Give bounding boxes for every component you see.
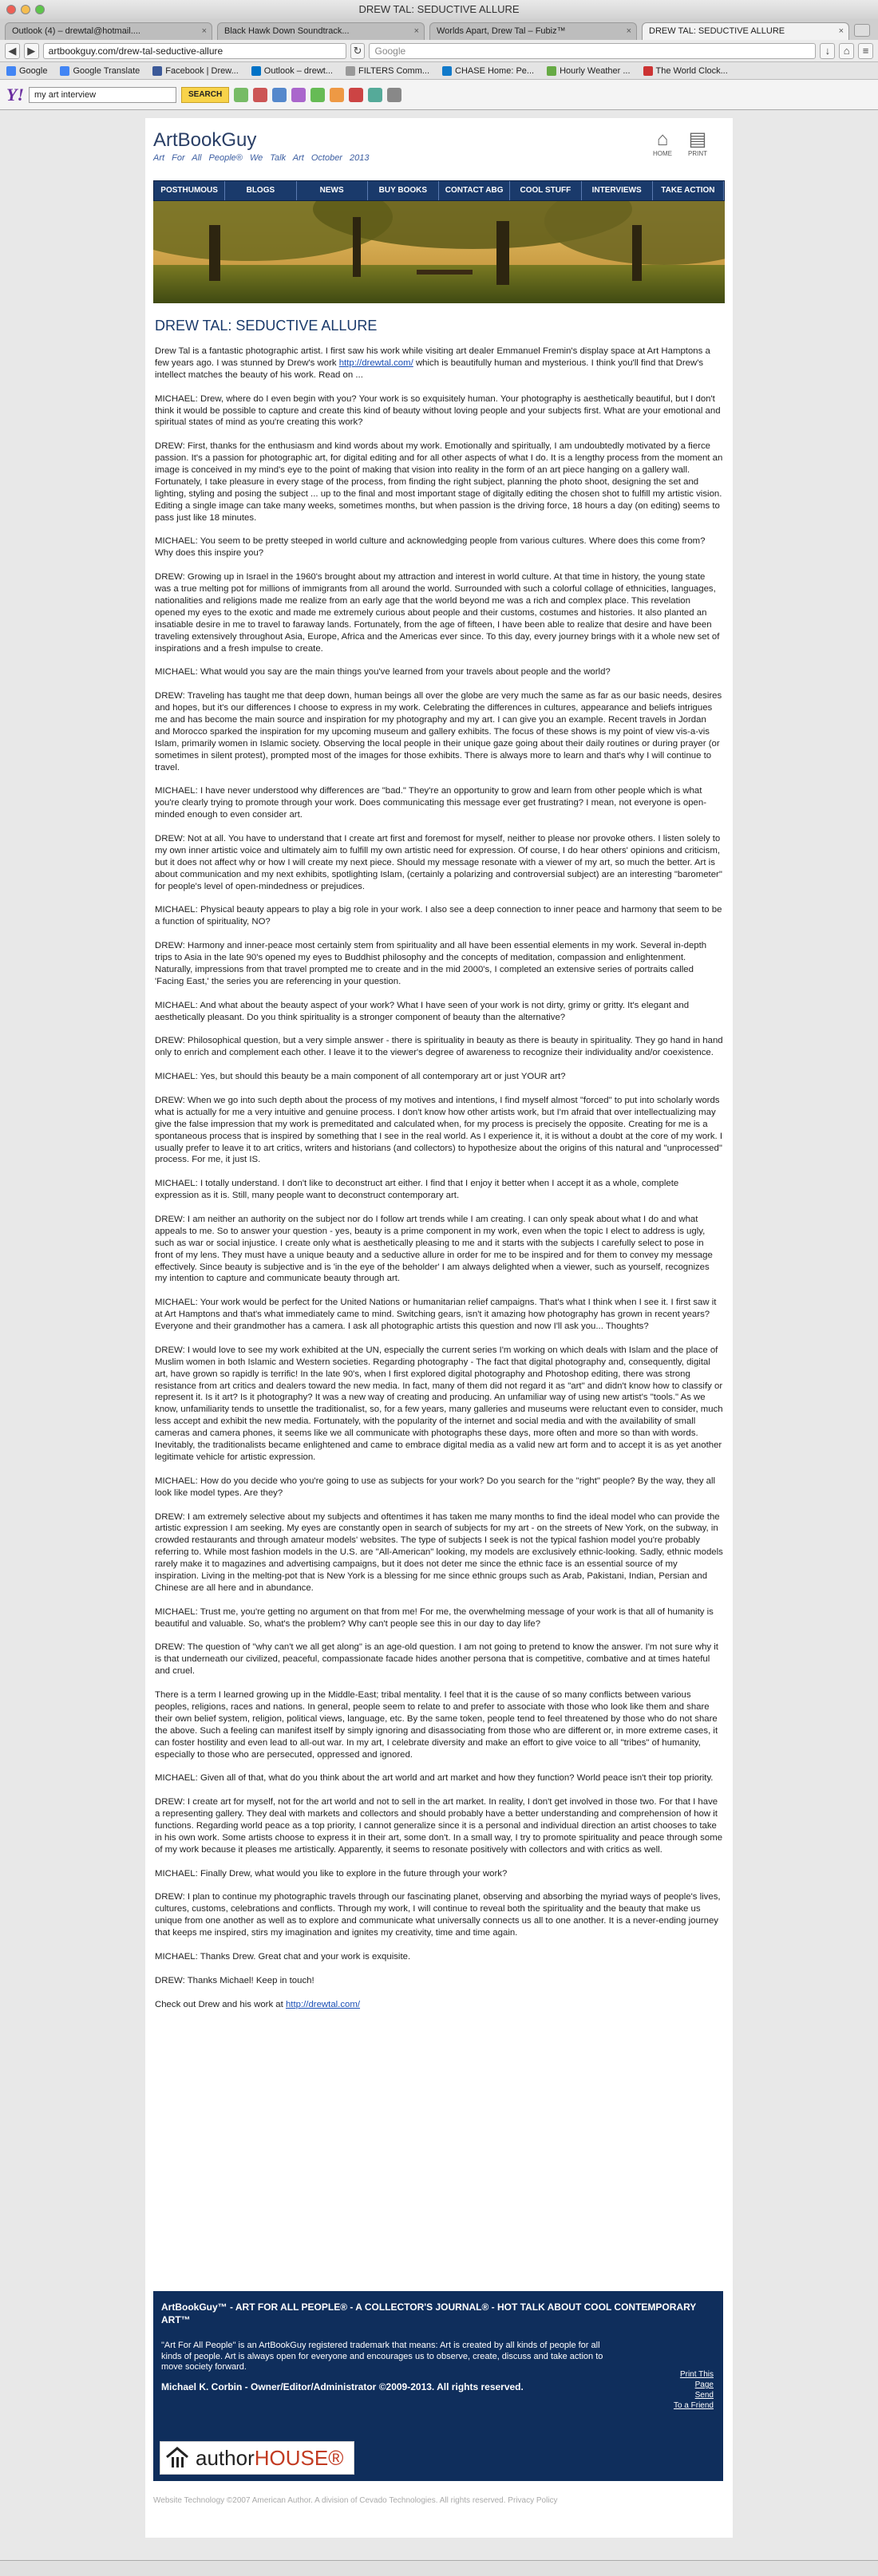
site-footer	[153, 2291, 723, 2481]
menu-blogs[interactable]: BLOGS	[225, 181, 296, 200]
tab-bar	[0, 19, 878, 40]
footer-heading: ArtBookGuy™ - ART FOR ALL PEOPLE® - A COLLECTOR'S JOURNAL® - HOT TALK ABOUT COOL CONTEMPORARY ART™	[161, 2301, 697, 2325]
interview-paragraph: MICHAEL: Drew, where do I even begin with you? Your work is so exquisitely human. Your photography is aesthetically beautiful, but I don't think it would be possible to capture and create this kind of beauty without loving people and your subjects first. What are your emotional and spiritual states of mind as you're creating this work?	[155, 393, 721, 428]
site-tagline: Art For All People® We Talk Art October 2013	[153, 153, 370, 163]
navigation-toolbar	[0, 40, 878, 62]
yahoo-logo[interactable]: Y!	[6, 84, 24, 105]
authorhouse-logo-icon	[165, 2446, 189, 2470]
legal-notice: Website Technology ©2007 American Author. A division of Cevado Technologies. All rights reserved. Privacy Policy	[153, 2496, 558, 2505]
footer-links	[674, 2369, 714, 2411]
bookmark-item[interactable]	[643, 66, 728, 76]
minimize-window-button[interactable]	[21, 5, 30, 14]
menu-posthumous[interactable]: POSTHUMOUS	[154, 181, 225, 200]
bookmark-item[interactable]	[346, 66, 429, 76]
reload-icon[interactable]: ↻	[350, 43, 366, 59]
close-icon[interactable]: ×	[626, 26, 631, 36]
interview-paragraph: DREW: I create art for myself, not for the art world and not to sell in the art market. In reality, I don't get involved in those two. For that I have a representing gallery. They deal with markets and collectors and should probably have a better understanding and comprehension of how it functions. Regarding world peace as a top priority, I cannot generalize since it is a personal and individual direction an artist chooses to take in his own work. Some artists choose to express it in their art, some don't. In a small way, I try to promote spirituality and peace through some of my work because it pleases me artistically. Apparently, it seems to resonate positively with collectors and with critics as well.	[155, 1797, 723, 1855]
back-button[interactable]: ◀	[5, 43, 20, 59]
authorhouse-name-a: author	[196, 2445, 255, 2470]
close-window-button[interactable]	[6, 5, 16, 14]
bookmark-label: Facebook | Drew...	[165, 65, 239, 76]
bookmark-label: Outlook – drewt...	[263, 65, 333, 76]
article-title: DREW TAL: SEDUCTIVE ALLURE	[155, 318, 378, 334]
interview-paragraph: DREW: I plan to continue my photographic travels through our fascinating planet, observing and absorbing the myriad ways of people's lives, cultures, customs, celebrations and conflicts. Through my work, I will continue to reveal both the spirituality and the beauty that make us unique from one another as well as to explore and communicate what universally connects us all to one another. It is a never-ending journey that keeps me inspired, stirs my imagination and ignites my creativity, time and time again.	[155, 1892, 721, 1938]
intro-text: Drew Tal is a fantastic photographic artist. I first saw his work while visiting art dealer Emmanuel Fremin's display space at Art Hamptons a few years ago. I was stunned by Drew's work	[155, 346, 710, 368]
footer-trademark: "Art For All People" is an ArtBookGuy registered trademark that means: Art is created by all kinds of people for all kinds of people. Art is always open for everyone and encourages us to observe, create, discuss and take action to move society forward.	[161, 2341, 603, 2372]
bookmark-item[interactable]	[6, 66, 47, 76]
interview-paragraph: DREW: Growing up in Israel in the 1960's brought about my attraction and interest in world culture. At that time in history, the young state was a true melting pot for millions of immigrants from all around the world. Surrounded with such a colorful collage of ethnicities, languages, nationalities and religions made me realize from an early age that the world beyond me was a rich and complex place. This revelation opened my eyes to the exotic and made me extremely curious about people and their customs, costumes and histories. It also planted an insatiable desire in me to travel to faraway lands. Fortunately, from the age of fifteen, I have been able to realize that desire and have been traveling extensively throughout Asia, Europe, Africa and the Americas ever since. To this day, every journey brings with it a whole new set of inspirations and a fresh impulse to create.	[155, 572, 720, 654]
printer-icon: ▤	[688, 128, 707, 150]
interview-paragraph: MICHAEL: What would you say are the main things you've learned from your travels about people and the world?	[155, 667, 611, 678]
header-banner-image	[153, 201, 725, 303]
footer-owner: Michael K. Corbin - Owner/Editor/Administrator ©2009-2013. All rights reserved.	[161, 2380, 524, 2392]
interview-paragraph: MICHAEL: Given all of that, what do you think about the art world and art market and how they function? World peace isn't their top priority.	[155, 1773, 714, 1784]
toolbar-app-icon[interactable]	[368, 88, 382, 102]
bookmark-item[interactable]	[251, 66, 333, 76]
interview-paragraph: DREW: Thanks Michael! Keep in touch!	[155, 1975, 314, 1985]
filters-icon	[346, 66, 355, 76]
tab-label: Outlook (4) – drewtal@hotmail....	[12, 26, 140, 36]
authorhouse-name	[196, 2446, 343, 2471]
interview-body	[155, 393, 723, 1987]
search-input[interactable]: Google	[369, 43, 816, 59]
tab-outlook[interactable]	[5, 22, 212, 40]
interview-paragraph: DREW: Harmony and inner-peace most certainly stem from spirituality and all have been essential elements in my work. Several in-depth trips to Asia in the late 90's opened my eyes to Buddhist philosophy and the concepts of meditation, compassion and enlightenment. Naturally, impressions from that travel prompted me to create and in the mid 2000's, I completed an extensive series of portraits called 'Facing East,' the series you are referencing in your question.	[155, 941, 707, 986]
interview-paragraph: DREW: When we go into such depth about the process of my motives and intentions, I find myself almost "forced" to put into scholarly words what is actually for me a very intuitive and genuine process. I don't know how other artists work, but I'm afraid that over intellectualizing may give the false impression that my work is premeditated and calculated when, for my process is precisely the opposite. Creating for me is a spontaneous process that is inspired by something that I see in the real world. As I experience it, it is without a doubt at the core of my work. I usually prefer to leave it to art critics, writers and historians (and collectors) to hypothesize about the origins of this natural and "unprocessed" process. For me, it just IS.	[155, 1095, 723, 1165]
bookmark-item[interactable]	[152, 66, 239, 76]
interview-paragraph: DREW: First, thanks for the enthusiasm and kind words about my work. Emotionally and spiritually, I am undoubtedly motivated by a fierce passion. It's a passion for photographic art, for digital editing and for all other aspects of what I do. It is a lengthy process from the moment an image is conceived in my mind's eye to the point of making that vision into reality in the form of an art piece hanging on a gallery wall. Fortunately, I take pleasure in every stage of the process, from finding the right subject, planning the photo shoot, designing the set and lighting, styling and posing the subject ... up to the final and most important stage of digitally editing the chosen shot to fulfill my artistic vision. Editing a single image can take many weeks, sometimes months, but when passion is the driving force, 18 hours a day (on editing) seems to pass just like 18 minutes.	[155, 441, 723, 523]
close-icon[interactable]: ×	[201, 26, 207, 36]
interview-paragraph: DREW: The question of "why can't we all get along" is an age-old question. I am not going to pretend to know the answer. I'm not sure why it is that underneath our civilized, peaceful, compassionate facade hides another persona that is competitive, combative and at times hateful and cruel.	[155, 1642, 718, 1677]
google-icon	[6, 66, 16, 76]
interview-paragraph: MICHAEL: Yes, but should this beauty be a main component of all contemporary art or just YOUR art?	[155, 1072, 566, 1082]
article	[145, 303, 733, 2010]
toolbar-app-icon[interactable]	[349, 88, 363, 102]
zoom-window-button[interactable]	[35, 5, 45, 14]
weather-icon	[547, 66, 556, 76]
address-bar[interactable]: artbookguy.com/drew-tal-seductive-allure	[43, 43, 346, 59]
new-tab-button[interactable]	[854, 24, 870, 37]
toolbar-app-icon[interactable]	[310, 88, 325, 102]
tab-soundtrack[interactable]	[217, 22, 425, 40]
site-logo[interactable]	[153, 129, 370, 163]
bookmark-item[interactable]	[442, 66, 534, 76]
bookmark-label: FILTERS Comm...	[358, 65, 430, 76]
print-link[interactable]	[683, 129, 712, 157]
toolbar-app-icon[interactable]	[272, 88, 287, 102]
toolbar-app-icon[interactable]	[387, 88, 401, 102]
browser-status-bar	[0, 2560, 878, 2576]
house-icon: ⌂	[656, 128, 669, 150]
toolbar-app-icon[interactable]	[291, 88, 306, 102]
close-icon[interactable]: ×	[413, 26, 419, 36]
interview-paragraph: There is a term I learned growing up in the Middle-East; tribal mentality. I feel that it is the cause of so many conflicts between various peoples, religions, races and nations. In general, people seem to relate to and prefer to associate with those who look like them and share their own belief system, religion, political views, language, etc. By the same token, people tend to feel threatened by those who do not share the above. Such a feeling can manifest itself by simply ignoring and disassociating from those who are different or, in more extreme cases, it can foster hostility and even lead to all-out war. In my art, I celebrate diversity and make an effort to give voice to all "tribes" of humanity, especially to those who are persecuted, oppressed and ignored.	[155, 1690, 718, 1760]
home-link[interactable]	[648, 129, 677, 157]
translate-icon	[60, 66, 69, 76]
yahoo-search-button[interactable]: SEARCH	[181, 87, 229, 103]
interview-paragraph: MICHAEL: Your work would be perfect for the United Nations or humanitarian relief campaigns. That's what I think when I see it. I first saw it at Art Hamptons and that's what immediately came to mind. Switching gears, isn't it amazing how photography has grown in recent years? Everyone and their grandmother has a camera. I ask all photographic artists this question and now I'll ask you... Thoughts?	[155, 1298, 717, 1332]
menu-buy-books[interactable]: BUY BOOKS	[368, 181, 439, 200]
chase-icon	[442, 66, 452, 76]
clock-icon	[643, 66, 653, 76]
site-name: ArtBookGuy	[153, 129, 257, 151]
send-link[interactable]: Send	[694, 2391, 714, 2400]
interview-paragraph: MICHAEL: Finally Drew, what would you like to explore in the future through your work?	[155, 1868, 508, 1879]
interview-paragraph: MICHAEL: Trust me, you're getting no argument on that from me! For me, the overwhelming message of your work is that all of humanity is beautiful and valuable. So, what's the problem? Why can't people see this in our day to day life?	[155, 1606, 714, 1629]
webpage	[145, 118, 733, 2538]
article-intro	[155, 346, 723, 381]
drewtal-link[interactable]: http://drewtal.com/	[285, 1999, 361, 2009]
page-link[interactable]: Page	[694, 2380, 714, 2389]
print-this-link[interactable]: Print This	[679, 2370, 714, 2379]
interview-paragraph: DREW: I am extremely selective about my subjects and oftentimes it has taken me many months to find the ideal model who can provide the artistic expression I am seeking. My eyes are constantly open in search of subjects for my art - on the streets of New York, on the subway, in crowded restaurants and through amateur models' websites. The type of subjects I seek is not the typical fashion model you're probably referring to. While most fashion models in the U.S. are "All-American" looking, my models are exclusively ethnic-looking. Sadly, ethnic models rarely make it to magazines and advertising campaigns, but it does not deter me since the ethnic face is an essential source of my inspiration. Living in the melting-pot that is New York is a blessing for me since ethnic groups such as Arab, Pakistani, Indian, Persian and Chinese are all here and in abundance.	[155, 1511, 723, 1593]
main-menu	[153, 180, 725, 201]
interview-paragraph: DREW: I would love to see my work exhibited at the UN, especially the current series I'm working on which deals with Islam and the place of Muslim women in both Islamic and Western societies. Regarding photography - The fact that digital photography and, consequently, digital art, have grown so rapidly is terrific! In the late 90's, when I first explored digital photography and Photoshop editing, there was strong resistance from art critics and dealers toward the new media. In fact, many of them did not regard it as "art" and didn't know how to classify or represent it. Is it art? Is it photography? It was a new way of creating and producing. An unfamiliar way of using new artist's "tools." As we know, unfamiliarity tends to unsettle the traditionalist, so, for a few years, many galleries and museums were reluctant even to consider, much less accept and exhibit the new media. Fortunately, with the popularity of the internet and social media and with the availability of small cameras and camera phones, it seems like we all communicate with photographs these days, more often and more so than with words. Inevitably, the traditionalists became enlightened and came to embrace digital media as a valid new art form and to accept it is as yet another legitimate vehicle for artistic expression.	[155, 1345, 723, 1462]
interview-paragraph: DREW: I am neither an authority on the subject nor do I follow art trends while I am creating. I can only speak about what I do and what appeals to me. So to answer your question - yes, beauty is a prime component in my work, even when the topic I elect to address is ugly, such as war or social injustice. I create only what is aesthetically pleasing to me and it starts with the subjects I carefully select to pose in front of my lens. They must have a unique beauty and a seductive allure in order for me to be inspired and for them to convey my message effectively. Since beauty is subjective and is 'in the eye of the beholder' I am always delighted when a viewer, such as yourself, recognizes my intention to capture and communicate beauty through art.	[155, 1214, 713, 1284]
drewtal-link[interactable]: http://drewtal.com/	[338, 358, 413, 368]
yahoo-toolbar	[0, 80, 878, 110]
interview-paragraph: MICHAEL: And what about the beauty aspect of your work? What I have seen of your work is not dirty, grimy or gritty. It's elegant and aesthetically pleasant. Do you think spirituality is a stronger component of beauty than the alternative?	[155, 1000, 690, 1022]
menu-icon[interactable]: ≡	[858, 43, 873, 59]
bookmark-label: Google	[19, 65, 48, 76]
toolbar-app-icon[interactable]	[330, 88, 344, 102]
park-trees-illustration	[153, 201, 725, 303]
forward-button[interactable]: ▶	[24, 43, 39, 59]
interview-paragraph: MICHAEL: Thanks Drew. Great chat and your work is exquisite.	[155, 1951, 411, 1962]
bookmarks-bar	[0, 62, 878, 80]
toolbar-app-icon[interactable]	[234, 88, 248, 102]
interview-paragraph: DREW: Not at all. You have to understand that I create art first and foremost for myself, neither to please nor provoke others. I listen solely to my own inner artistic voice and ultimately aim to fulfill my own artistic need for expression. Of course, I do hear others' opinions and criticism, but it does not affect why or how I will create my next piece. Should my message resonate with a viewer of my art, so much the better. Art is about communication and my next exhibits, spotlighting Islam, (certainly a polarizing and controversial subject) are an interesting "barometer" for people's level of open-mindedness or prejudices.	[155, 834, 722, 891]
menu-cool-stuff[interactable]: COOL STUFF	[510, 181, 581, 200]
interview-paragraph: MICHAEL: I totally understand. I don't like to deconstruct art either. I find that I enjoy it better when I accept it as a whole, complete expression as it is. Still, many people want to deconstruct contemporary art.	[155, 1179, 679, 1201]
home-icon[interactable]: ⌂	[839, 43, 854, 59]
article-outro	[155, 1999, 723, 2011]
toolbar-app-icon[interactable]	[253, 88, 267, 102]
authorhouse-name-b: HOUSE®	[254, 2445, 344, 2470]
tab-label: DREW TAL: SEDUCTIVE ALLURE	[649, 26, 785, 36]
print-label: PRINT	[688, 150, 707, 157]
to-a-friend-link[interactable]: To a Friend	[673, 2401, 714, 2410]
window-title: DREW TAL: SEDUCTIVE ALLURE	[358, 3, 520, 15]
outro-text: Check out Drew and his work at	[155, 1999, 286, 2009]
browser-chrome	[0, 0, 878, 110]
bookmark-label: The World Clock...	[655, 65, 728, 76]
yahoo-search-input[interactable]: my art interview	[29, 87, 176, 103]
window-controls	[6, 5, 45, 14]
site-header	[145, 118, 733, 180]
authorhouse-badge[interactable]	[160, 2441, 354, 2475]
menu-contact[interactable]: CONTACT ABG	[439, 181, 510, 200]
menu-news[interactable]: NEWS	[297, 181, 368, 200]
bookmark-label: CHASE Home: Pe...	[455, 65, 535, 76]
bookmark-label: Hourly Weather ...	[560, 65, 631, 76]
close-icon[interactable]: ×	[838, 26, 844, 36]
interview-paragraph: DREW: Philosophical question, but a very simple answer - there is spirituality in beauty as there is beauty in spirituality. They go hand in hand only to enrich and complement each other. I leave it to the viewer's degree of awareness to recognize their individuality and/or coexistence.	[155, 1036, 723, 1058]
tab-drew-tal[interactable]	[642, 22, 849, 40]
interview-paragraph: MICHAEL: You seem to be pretty steeped in world culture and acknowledging people from various cultures. Where does this come from? Why does this inspire you?	[155, 536, 706, 559]
interview-paragraph: DREW: Traveling has taught me that deep down, human beings all over the globe are very much the same as far as our basic needs, desires and hopes, but it's our differences I choose to express in my work. Celebrating the differences in cultures, appearance and beliefs intrigues me and has become the main source and inspiration for my photography and my art. I can give you an example. Recent travels in Jordan and Morocco sparked the inspiration for my upcoming museum and gallery exhibits. The focus of these shows is my point of view vis-a-vis Islam, primarily women in Islamic society. Observing the local people in their unique gaze going about their daily routines or during prayer (or sometimes in silent protest), prompted most of the images for those exhibits. There is always more to learn and that's why I will continue to travel.	[155, 691, 722, 772]
facebook-icon	[152, 66, 162, 76]
home-label: HOME	[653, 150, 672, 157]
interview-paragraph: MICHAEL: I have never understood why differences are "bad." They're an opportunity to grow and learn from other people which is what you're clearly trying to promote through your work. Does communicating this message ever get frustrating? I mean, not everyone is open-minded enough to even consider art.	[155, 786, 707, 820]
intro-text-end: which is beautifully human and mysterious. I think you'll find that Drew's intellect matches the beauty of his work. Read on ...	[155, 358, 704, 380]
interview-paragraph: MICHAEL: How do you decide who you're going to use as subjects for your work? Do you search for the "right" people? By the way, they all look like model types. Are they?	[155, 1476, 716, 1498]
bookmark-label: Google Translate	[73, 65, 140, 76]
menu-interviews[interactable]: INTERVIEWS	[582, 181, 653, 200]
download-icon[interactable]: ↓	[820, 43, 835, 59]
bookmark-item[interactable]	[60, 66, 140, 76]
tab-label: Worlds Apart, Drew Tal – Fubiz™	[437, 26, 566, 36]
menu-take-action[interactable]: TAKE ACTION	[653, 181, 724, 200]
window-titlebar	[0, 0, 878, 19]
bookmark-item[interactable]	[547, 66, 630, 76]
outlook-icon	[251, 66, 261, 76]
interview-paragraph: MICHAEL: Physical beauty appears to play a big role in your work. I also see a deep connection to inner peace and harmony that seem to be a function of spirituality, NO?	[155, 905, 722, 927]
tab-label: Black Hawk Down Soundtrack...	[224, 26, 350, 36]
tab-fubiz[interactable]	[429, 22, 637, 40]
